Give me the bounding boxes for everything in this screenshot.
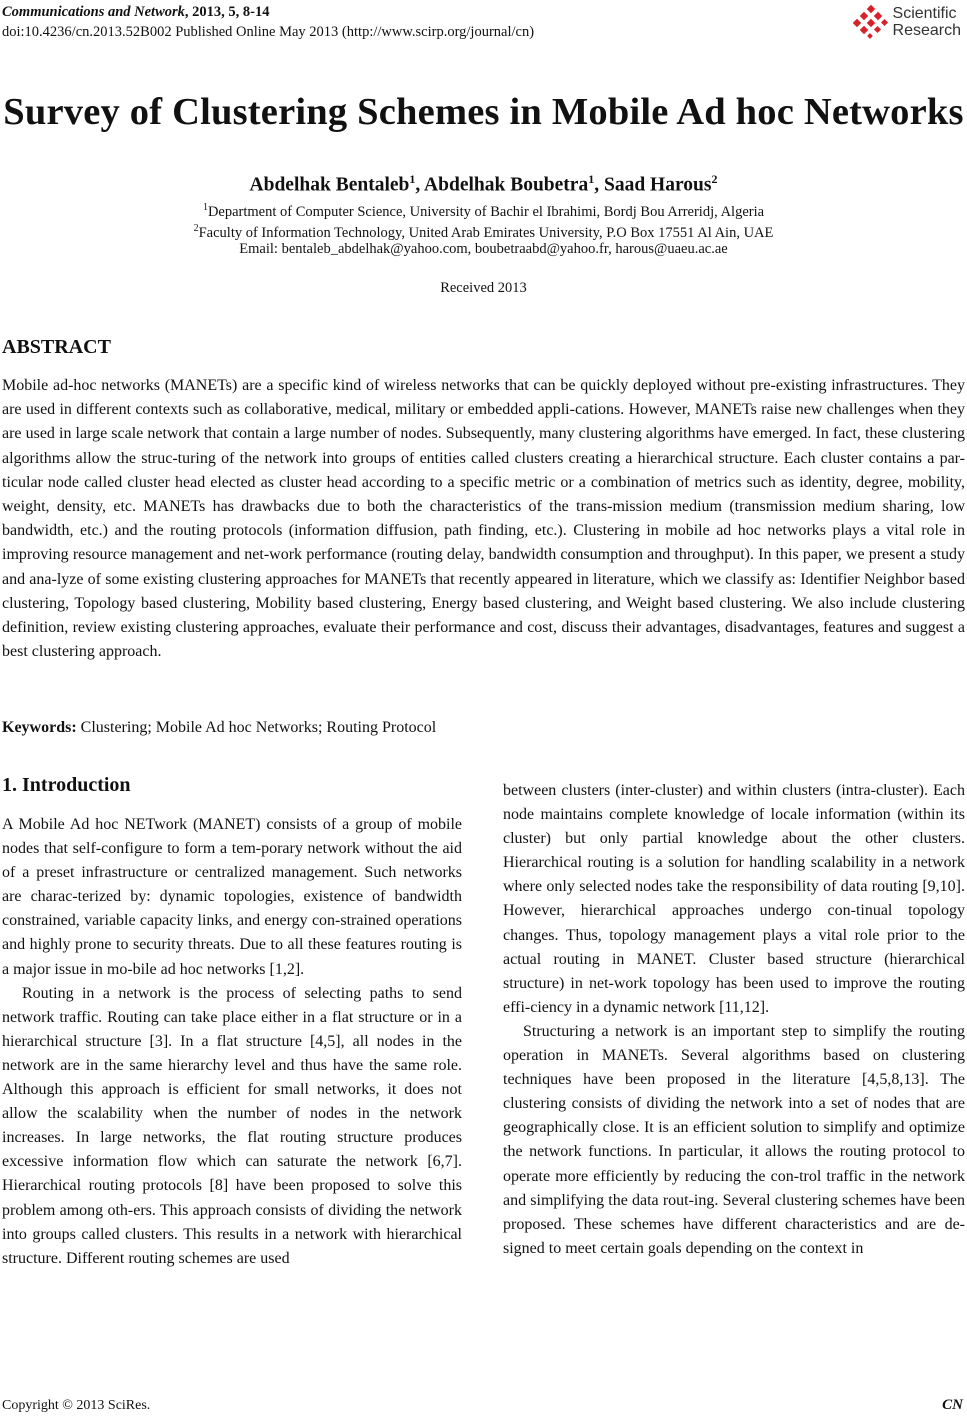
author-name: Abdelhak Boubetra — [424, 174, 589, 196]
author-separator: , — [415, 174, 425, 196]
paragraph: between clusters (inter-cluster) and within clusters (intra-cluster). Each node maintains complete knowledge of locale information (within its cluster) but only partial knowledge about the other clusters. Hierarchical routing is a solution for handling scalability in a network where only selected nodes take the responsibility of data routing [9,10]. However, hierarchical approaches undergo con-tinual topology changes. Thus, topology management plays a vital role prior to the actual routing in MANET. Cluster based structure (hierarchical structure) in net-work topology has been used to improve the routing effi-ciency in a dynamic network [11,12]. — [503, 782, 965, 1016]
keywords-text: Clustering; Mobile Ad hoc Networks; Routing Protocol — [76, 719, 437, 736]
publisher-logo — [853, 2, 961, 42]
paragraph: Structuring a network is an important step to simplify the routing operation in MANETs. Several algorithms based on clustering techniques have been proposed in the literature [4,5,8,13]. The clustering consists of dividing the network into a set of nodes that are geographically close. It is an efficient solution to simplify and optimize the network functions. In particular, it allows the routing protocol to operate more efficiently by reducing the con-trol traffic in the network and simplifying the data rout-ing. Several clustering schemes have been proposed. These schemes have different characteristics and are de-signed to meet certain goals depending on the context in — [503, 1022, 965, 1257]
affil-mark: 2 — [193, 223, 199, 234]
keywords-label: Keywords: — [2, 719, 77, 736]
abstract-heading: ABSTRACT — [2, 336, 111, 358]
paragraph: A Mobile Ad hoc NETwork (MANET) consists of a group of mobile nodes that self-configure to form a tem-porary network without the aid of a preset infrastructure or centralized management. Such networks are charac-terized by: dynamic topologies, existence of bandwidth constrained, variable capacity links, and energy con-strained operations and highly prone to security threats. Due to all these features routing is a major issue in mo-bile ad hoc networks [1,2]. — [2, 816, 462, 978]
author-emails: Email: bentaleb_abdelhak@yahoo.com, boubetraabd@yahoo.fr, harous@uaeu.ac.ae — [239, 241, 728, 257]
author-list — [0, 172, 967, 197]
logo-mark-icon — [853, 4, 889, 40]
author-separator: , — [594, 174, 604, 196]
logo-wordmark — [893, 5, 961, 39]
author-affil-mark: 1 — [588, 172, 595, 186]
journal-name: Communications and Network — [2, 4, 185, 20]
affil-mark: 1 — [202, 202, 208, 213]
paragraph: Routing in a network is the process of selecting paths to send network traffic. Routing can take place either in a flat structure or in a hierarchical structure [3]. In a flat structure [4,5], all nodes in the network are in the same hierarchy level and thus have the same role. Although this approach is efficient for small networks, it does not allow the scalability when the number of nodes in the network increases. In large networks, the flat routing structure produces excessive information flow which can saturate the network [6,7]. Hierarchical routing protocols [8] have been proposed to solve this problem among oth-ers. This approach consists of dividing the network into groups called clusters. This results in a network with hierarchical structure. Different routing schemes are used — [2, 984, 462, 1267]
journal-citation — [2, 2, 534, 22]
author-affil-mark: 2 — [711, 172, 718, 186]
running-header — [2, 2, 534, 42]
author-name: Saad Harous — [603, 174, 712, 196]
abstract-text: Mobile ad-hoc networks (MANETs) are a specific kind of wireless networks that can be quickly deployed without pre-existing infrastructures. They are used in different contexts such as collaborative, medical, military or embedded appli-cations. However, MANETs raise new challenges when they are used in large scale network that contain a large number of nodes. Subsequently, many clustering algorithms have emerged. In fact, these clustering algorithms allow the struc-turing of the network into groups of entities called clusters creating a hierarchical structure. Each cluster contains a par-ticular node called cluster head elected as cluster head according to a specific metric or a combination of metrics such as identity, degree, mobility, weight, density, etc. MANETs has drawbacks due to both the characteristics of the trans-mission medium (transmission medium sharing, low bandwidth, etc.) and the routing protocols (information diffusion, path finding, etc.). Clustering in mobile ad hoc networks plays a vital role in improving resource management and net-work performance (routing delay, bandwidth consumption and throughput). In this paper, we present a study and ana-lyze of some existing clustering approaches for MANETs that recently appeared in literature, which we classify as: Identifier Neighbor based clustering, Topology based clustering, Mobility based clustering, Energy based clustering, and Weight based clustering. We also include clustering definition, review existing clustering approaches, evaluate their performance and cost, discuss their advantages, disadvantages, features and suggest a best clustering approach. — [2, 377, 965, 661]
logo-line1: Scientific — [892, 5, 957, 22]
copyright: Copyright © 2013 SciRes. — [2, 1398, 151, 1413]
section-heading: 1. Introduction — [2, 774, 131, 796]
affil-text: Faculty of Information Technology, United Arab Emirates University, P.O Box 17551 Al Ain, UAE — [198, 224, 774, 241]
left-column — [2, 813, 462, 1271]
received-date: Received 2013 — [440, 280, 527, 296]
logo-line2: Research — [892, 22, 961, 39]
journal-abbr: CN — [942, 1397, 963, 1413]
keywords — [2, 719, 436, 737]
volume-info: , 2013, 5, 8-14 — [184, 4, 270, 20]
paper-title: Survey of Clustering Schemes in Mobile Ad hoc Networks — [3, 91, 964, 133]
right-column — [503, 779, 965, 1261]
affil-text: Department of Computer Science, University of Bachir el Ibrahimi, Bordj Bou Arreridj, Algeria — [207, 203, 765, 220]
doi-line: doi:10.4236/cn.2013.52B002 Published Online May 2013 (http://www.scirp.org/journal/cn) — [2, 24, 535, 40]
author-affil-mark: 1 — [409, 172, 416, 186]
author-name: Abdelhak Bentaleb — [249, 174, 410, 196]
